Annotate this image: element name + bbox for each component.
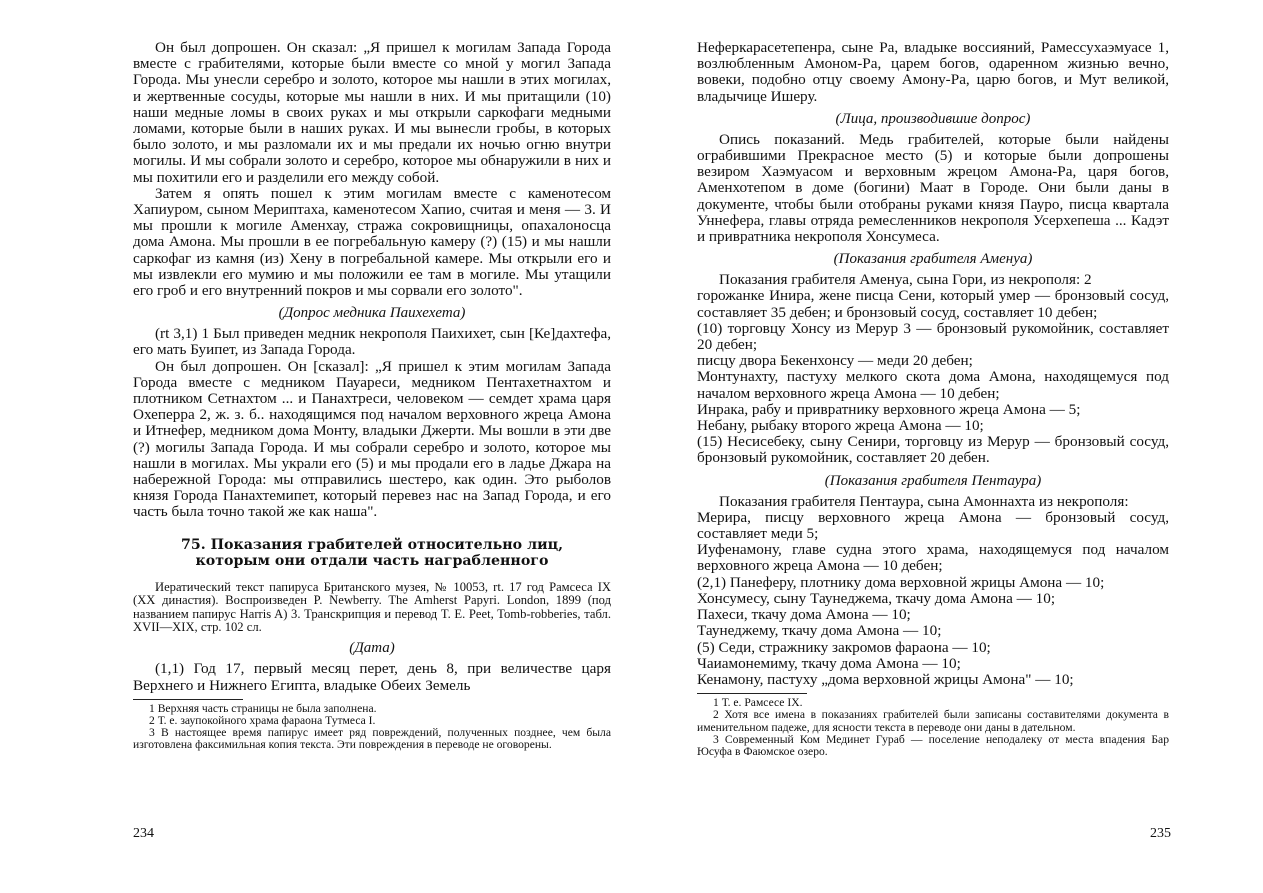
paragraph: Показания грабителя Аменуа, сына Гори, из некрополя: 2 bbox=[719, 271, 1092, 289]
section-title-line: 75. Показания грабителей относительно лиц, bbox=[180, 536, 564, 553]
paragraph: Он был допрошен. Он [сказал]: „Я пришел к этим могилам Запада Города вместе с медником Пауареси, медником Пентахетнахтом и плотником Сетнахтом ... и Панахтреси, человеком — семдет храма царя Охеперра 2, ж. з. б.. находящимся под началом верховного жреца Амона и Итнефер, медником дома Монту, владыки Джерти. Мы вошли в эти две (?) могилы Запада Города. И мы собрали серебро и золото, которое мы нашли в могилах. Мы украли его (5) и мы продали его в ладье Джара на набережной Города: мы отправились шестеро, как один. Это рыболов князя Города Панахтемипет, который перевез нас на Запад Города, и его часть была точно такой же как наша". bbox=[133, 357, 611, 521]
subheading: (Показания грабителя Пентаура) bbox=[824, 472, 1042, 489]
footnote-divider bbox=[697, 693, 807, 694]
list-item: (15) Несисебеку, сыну Сенири, торговцу из Мерур — бронзовый сосуд, бронзовый рукомойник, составляет 20 дебен. bbox=[697, 433, 1169, 467]
paragraph: Неферкарасетепенра, сыне Ра, владыке воссияний, Рамессухаэмуасе 1, возлюбленным Амоном-Ра, царем богов, одаренном жизнью вечно, вовеки, подобно отцу своему Амону-Ра, царю богов, и Мут великой, владычице Ишеру. bbox=[697, 39, 1169, 105]
paragraph: Показания грабителя Пентаура, сына Амоннахта из некрополя: bbox=[719, 492, 1129, 510]
page-number: 235 bbox=[1150, 826, 1171, 841]
list-item: (10) торговцу Хонсу из Мерур 3 — бронзовый рукомойник, составляет 20 дебен; bbox=[697, 319, 1169, 354]
page-number: 234 bbox=[133, 826, 154, 841]
paragraph: Он был допрошен. Он сказал: „Я пришел к могилам Запада Города вместе с грабителями, которые были вместе со мной у могил Запада Города. Мы унесли серебро и золото, которое мы нашли в этих могилах, и жертвенные сосуды, которые мы нашли в них. И мы притащили (10) наши медные ломы в своих руках и мы открыли саркофаги медными ломами, которые были в наших руках. И мы вынесли гробы, в которых было золото, и мы разломали их и мы предали их ночью огню внутри могилы. И мы собрали золото и серебро, которое мы обнаружили в них и мы похитили его и разделили его между собой. bbox=[133, 39, 611, 186]
paragraph: (1,1) Год 17, первый месяц перет, день 8, при величестве царя Верхнего и Нижнего Египта, владыке Обеих Земель bbox=[133, 660, 611, 694]
list-item: горожанке Инира, жене писца Сени, который умер — бронзовый сосуд, составляет 35 дебен; и бронзовый сосуд, составляет 10 дебен; bbox=[697, 287, 1169, 321]
list-item: (5) Седи, стражнику закромов фараона — 10; bbox=[697, 638, 991, 656]
paragraph: Опись показаний. Медь грабителей, которые были найдены ограбившими Прекрасное место (5) и которые были допрошены везиром Хаэмуасом и верховным жрецом Амона-Ра, царя богов, Аменхотепом в доме (богини) Маат в Городе. Они были даны в документе, чтобы были отобраны руками князя Пауро, писца квартала Уннефера, главы отряда ремесленников некрополя Усерхепеша ... Кадэт и привратника некрополя Хонсумеса. bbox=[697, 130, 1169, 246]
list-item: (2,1) Панеферу, плотнику дома верховной жрицы Амона — 10; bbox=[697, 573, 1105, 591]
right-body-text bbox=[697, 40, 1169, 688]
right-page bbox=[697, 40, 1169, 758]
paragraph: (rt 3,1) 1 Был приведен медник некрополя Паихихет, сын [Ке]дахтефа, его мать Буипет, из Запада Города. bbox=[133, 325, 611, 359]
list-item: Пахеси, ткачу дома Амона — 10; bbox=[697, 606, 911, 624]
left-body-text bbox=[133, 40, 611, 521]
section-title bbox=[133, 537, 611, 569]
source-note: Иератический текст папируса Британского музея, № 10053, rt. 17 год Рамсеса IX (XX династия). Воспроизведен P. Newberry. The Amherst Papyri. London, 1899 (под названием папирус Harris A) 3. Транскрипция и перевод T. E. Peet, Tomb-robberies, табл. XVII—XIX, стр. 102 сл. bbox=[133, 579, 611, 634]
list-item: Таунеджему, ткачу дома Амона — 10; bbox=[697, 622, 942, 640]
footnote: 2 Хотя все имена в показаниях грабителей были записаны составителями документа в именительном падеже, для ясности текста в переводе они даны в дательном. bbox=[697, 708, 1169, 734]
subheading: (Показания грабителя Аменуа) bbox=[833, 251, 1033, 268]
footnote: 1 Т. е. Рамсесе IX. bbox=[713, 696, 803, 710]
footnote: 1 Верхняя часть страницы не была заполнена. bbox=[149, 701, 377, 715]
list-item: Инрака, рабу и привратнику верховного жреца Амона — 5; bbox=[697, 400, 1081, 418]
list-item: Небану, рыбаку второго жреца Амона — 10; bbox=[697, 417, 984, 435]
list-item: Хонсумесу, сыну Таунеджема, ткачу дома Амона — 10; bbox=[697, 589, 1056, 607]
subheading: (Дата) bbox=[349, 640, 395, 657]
list-item: Мерира, писцу верховного жреца Амона — бронзовый сосуд, составляет меди 5; bbox=[697, 508, 1169, 543]
footnote: 3 Современный Ком Мединет Гураб — поселение неподалеку от места впадения Бар Юсуфа в Фаюмское озеро. bbox=[697, 732, 1169, 758]
footnote: 2 Т. е. заупокойного храма фараона Тутмеса I. bbox=[149, 713, 376, 727]
subheading: (Допрос медника Паихехета) bbox=[278, 305, 466, 322]
left-page bbox=[133, 40, 611, 752]
subheading: (Лица, производившие допрос) bbox=[835, 110, 1031, 127]
section-title-line: которым они отдали часть награбленного bbox=[195, 552, 549, 569]
list-item: писцу двора Бекенхонсу — меди 20 дебен; bbox=[697, 352, 973, 370]
list-item: Кенамону, пастуху „дома верховной жрицы Амона" — 10; bbox=[697, 670, 1074, 688]
list-item: Иуфенамону, главе судна этого храма, находящемуся под началом верховного жреца Амона — 10 дебен; bbox=[697, 541, 1169, 575]
list-item: Монтунахту, пастуху мелкого скота дома Амона, находящемуся под началом верховного жреца Амона — 10 дебен; bbox=[697, 368, 1169, 402]
footnote: 3 В настоящее время папирус имеет ряд повреждений, полученных позднее, чем была изготовлена факсимильная копия текста. Эти повреждения в переводе не оговорены. bbox=[133, 726, 611, 752]
list-item: Чаиамонемиму, ткачу дома Амона — 10; bbox=[697, 654, 961, 672]
footnote-divider bbox=[133, 699, 243, 700]
paragraph: Затем я опять пошел к этим могилам вместе с каменотесом Хапиуром, сыном Мериптаха, каменотесом Хапио, считая и меня — 3. И мы прошли к могиле Аменхау, стража сокровищницы, опахалоносца дома Амона. Мы прошли в ее погребальную камеру (?) (15) и мы нашли саркофаг из камня (из) Хену в погребальной камере. Мы открыли его и мы извлекли его мумию и мы положили ее там в могиле. Мы утащили его гроб и его внутренний покров и мы сорвали его золото". bbox=[133, 184, 611, 300]
